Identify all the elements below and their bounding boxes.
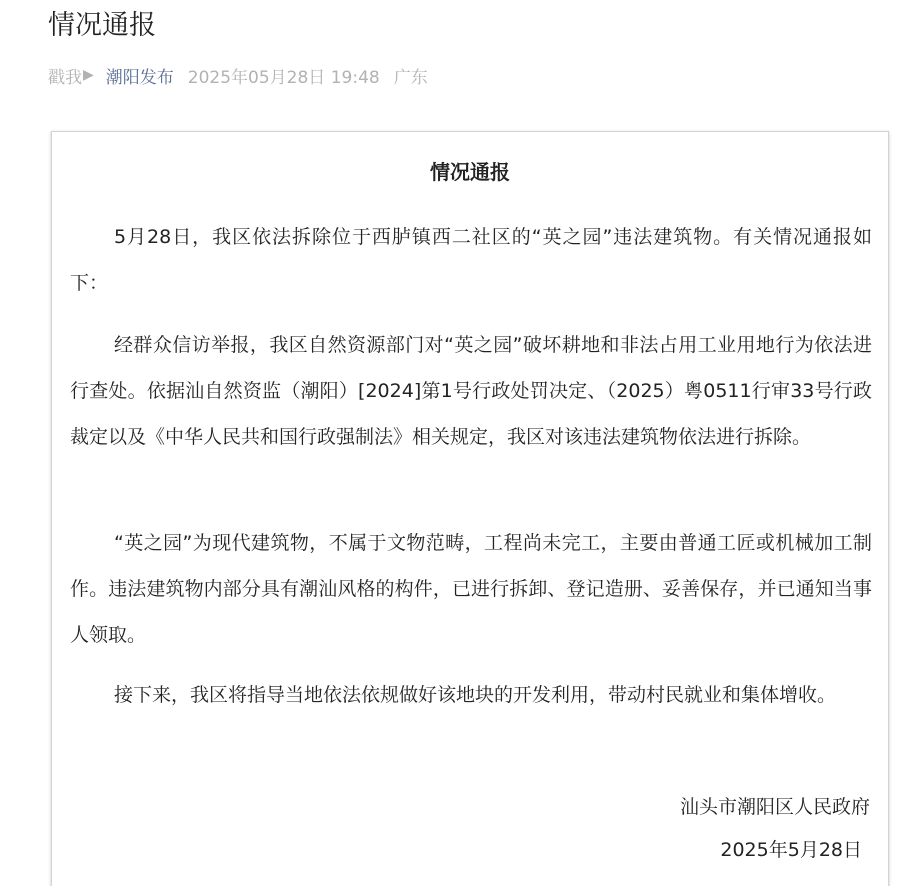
article-title: 情况通报 bbox=[48, 10, 156, 41]
signature-organization: 汕头市潮阳区人民政府 bbox=[679, 796, 870, 818]
notice-heading: 情况通报 bbox=[430, 160, 510, 184]
notice-image bbox=[51, 131, 889, 886]
poke-link[interactable]: 戳我 bbox=[48, 67, 82, 88]
publish-time: 2025年05月28日 19:48 bbox=[187, 67, 380, 88]
article-meta bbox=[48, 62, 428, 88]
notice-paragraph: 经群众信访举报，我区自然资源部门对“英之园”破坏耕地和非法占用工业用地行为依法进行查处。依据汕自然资监（潮阳）[2024]第1号行政处罚决定、（2025）粤0511行审33号行政裁定以及《中华人民共和国行政强制法》相关规定，我区对该违法建筑物依法进行拆除。 bbox=[70, 334, 872, 448]
publish-location: 广东 bbox=[393, 67, 428, 88]
play-arrow-icon[interactable]: ▶ bbox=[83, 67, 94, 83]
notice-paragraph: “英之园”为现代建筑物，不属于文物范畴，工程尚未完工，主要由普通工匠或机械加工制作。违法建筑物内部分具有潮汕风格的构件，已进行拆卸、登记造册、妥善保存，并已通知当事人领取。 bbox=[70, 532, 872, 646]
signature-date: 2025年5月28日 bbox=[720, 839, 862, 861]
notice-paragraph: 接下来，我区将指导当地依法依规做好该地块的开发利用，带动村民就业和集体增收。 bbox=[114, 684, 837, 706]
author-link[interactable]: 潮阳发布 bbox=[105, 67, 174, 88]
notice-paragraph: 5月28日，我区依法拆除位于西胪镇西二社区的“英之园”违法建筑物。有关情况通报如下： bbox=[70, 226, 872, 294]
